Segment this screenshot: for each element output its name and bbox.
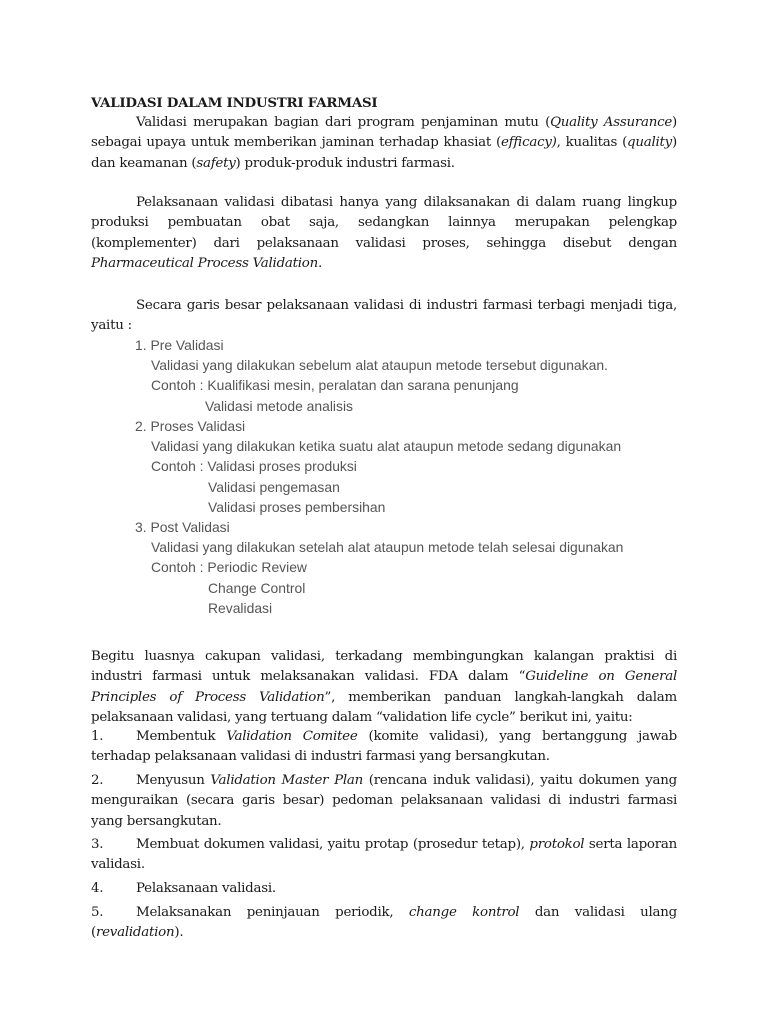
- term-quality: quality: [627, 135, 672, 151]
- step-item-5: 5. Melaksanakan peninjauan periodik, change kontrol dan validasi ulang (revalidation).: [91, 905, 677, 941]
- paragraph-intro: Validasi merupakan bagian dari program penjaminan mutu (Quality Assurance) sebagai upaya untuk memberikan jaminan terhadap khasiat (efficacy), kualitas (quality) dan keamanan (safety) produk-produk industri farmasi.: [91, 115, 678, 171]
- paragraph-fda-guideline: Begitu luasnya cakupan validasi, terkadang membingungkan kalangan praktisi di industri farmasi untuk melaksanakan validasi. FDA dalam “Guideline on General Principles of Process Validation”, memberikan panduan langkah-langkah dalam pelaksanaan validasi, yang tertuang dalam “validation life cycle” berikut ini, yaitu:: [91, 649, 677, 725]
- step-item-4: 4. Pelaksanaan validasi.: [91, 881, 276, 896]
- document-title: VALIDASI DALAM INDUSTRI FARMASI: [91, 95, 378, 111]
- term-revalidation: revalidation: [95, 925, 175, 941]
- stage-2-description: Validasi yang dilakukan ketika suatu alat ataupun metode sedang digunakan: [151, 438, 622, 454]
- stage-2-title: 2. Proses Validasi: [135, 418, 246, 434]
- term-efficacy: efficacy): [500, 135, 557, 151]
- stage-3-example: Contoh : Periodic Review: [151, 559, 307, 575]
- stage-3-title: 3. Post Validasi: [135, 519, 230, 535]
- term-validation-master-plan: Validation Master Plan: [210, 773, 364, 788]
- stage-2-example-3: Validasi proses pembersihan: [208, 499, 386, 515]
- paragraph-scope: Pelaksanaan validasi dibatasi hanya yang dilaksanakan di dalam ruang lingkup produksi pembuatan obat saja, sedangkan lainnya merupakan pelengkap (komplementer) dari pelaksanaan validasi proses, sehingga disebut dengan Pharmaceutical Process Validation.: [91, 195, 677, 271]
- stage-3-example-3: Revalidasi: [208, 600, 273, 616]
- stage-1-title: 1. Pre Validasi: [135, 337, 224, 353]
- term-pharmaceutical-process-validation: Pharmaceutical Process Validation: [91, 255, 318, 271]
- stage-2-example-2: Validasi pengemasan: [208, 479, 340, 495]
- term-quality-assurance: Quality Assurance: [550, 115, 673, 130]
- term-validation-comitee: Validation Comitee: [226, 729, 358, 744]
- stage-2-example: Contoh : Validasi proses produksi: [151, 458, 357, 474]
- paragraph-classification: Secara garis besar pelaksanaan validasi di industri farmasi terbagi menjadi tiga, yaitu :: [91, 298, 677, 334]
- step-item-2: 2. Menyusun Validation Master Plan (rencana induk validasi), yaitu dokumen yang menguraikan (secara garis besar) pedoman pelaksanaan validasi di industri farmasi yang bersangkutan.: [91, 773, 677, 829]
- stage-3-description: Validasi yang dilakukan setelah alat ataupun metode telah selesai digunakan: [151, 539, 624, 555]
- term-change-kontrol: change kontrol: [408, 905, 520, 920]
- term-guideline-title: Guideline on General Principles of Process Validation: [91, 669, 677, 705]
- stage-3-example-2: Change Control: [208, 580, 306, 596]
- stage-1-example: Contoh : Kualifikasi mesin, peralatan dan sarana penunjang: [151, 377, 519, 393]
- stage-1-description: Validasi yang dilakukan sebelum alat ataupun metode tersebut digunakan.: [151, 357, 608, 373]
- step-item-1: 1. Membentuk Validation Comitee (komite validasi), yang bertanggung jawab terhadap pelaksanaan validasi di industri farmasi yang bersangkutan.: [91, 729, 677, 765]
- stage-1-example-2: Validasi metode analisis: [205, 398, 353, 414]
- term-protokol: protokol: [529, 837, 585, 852]
- term-safety: safety: [196, 155, 236, 171]
- step-item-3: 3. Membuat dokumen validasi, yaitu protap (prosedur tetap), protokol serta laporan validasi.: [91, 837, 677, 873]
